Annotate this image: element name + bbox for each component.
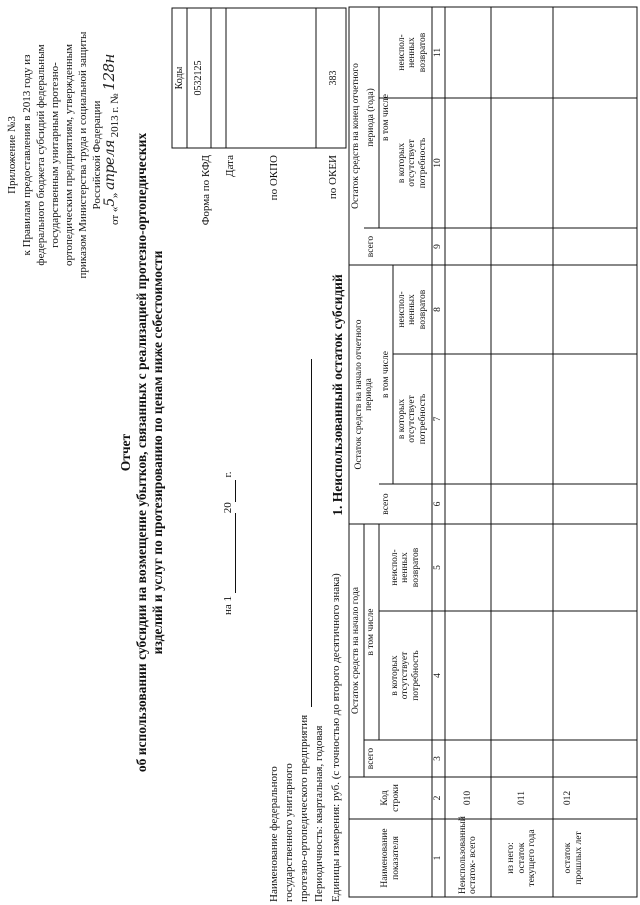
header-start-year-no-need: в которых отсутствует потребность: [389, 650, 421, 701]
okei-value: 383: [328, 70, 339, 86]
header-end-period-including: в том числе: [380, 94, 391, 141]
header-end-period: Остаток средств на конец отчетного: [351, 63, 362, 209]
header-end-period-total: всего: [366, 235, 376, 258]
report-title: Отчет: [118, 433, 133, 472]
table-row-code: 010: [462, 790, 473, 806]
col-number-5: 5: [433, 565, 444, 570]
org-name-line-3: протезно-ортопедического предприятия: [298, 714, 310, 902]
order-number-handwritten: 128н: [100, 54, 118, 91]
org-name-line-2: государственного унитарного: [283, 763, 295, 902]
org-name-line-1: Наименование федерального: [268, 766, 280, 902]
appendix-line-6: Российской Федерации: [91, 100, 103, 210]
report-subtitle-2: изделий и услуг по протезированию по ценам ниже себестоимости: [150, 250, 165, 655]
col-number-4: 4: [433, 673, 444, 678]
col-number-7: 7: [433, 416, 444, 422]
col-number-6: 6: [433, 501, 444, 507]
form-kfd-label: Форма по КФД: [200, 155, 212, 226]
appendix-line-3: государственным унитарным протезно-: [49, 62, 61, 248]
col-number-3: 3: [433, 756, 444, 761]
header-start-period-no-need: в которых отсутствует потребность: [396, 393, 428, 445]
appendix-title: Приложение №3: [6, 116, 18, 194]
table-row-name: из него: остаток текущего года: [506, 829, 538, 887]
okei-label: по ОКЕИ: [327, 155, 339, 200]
header-start-period-total: всего: [381, 493, 391, 515]
appendix-line-5: приказом Министерства труда и социальной защиты: [77, 31, 89, 279]
okpo-label: по ОКПО: [268, 155, 280, 201]
col-number-8: 8: [433, 307, 444, 312]
table-row-code: 011: [516, 791, 527, 805]
table-row-name: остаток прошлых лет: [563, 831, 584, 885]
section-title: 1. Неиспользованный остаток субсидий: [330, 274, 345, 516]
appendix-line-4: ортопедическим предприятиям, утвержденным: [63, 44, 75, 266]
col-number-2: 2: [433, 795, 444, 801]
header-start-period: Остаток средств на начало отчетного периода: [353, 319, 374, 470]
col-number-1: 1: [433, 855, 444, 861]
header-code: Код строки: [380, 784, 401, 812]
header-indicator: Наименование показателя: [380, 828, 401, 888]
header-start-period-unused: неиспол- ненных возвратов: [396, 289, 428, 330]
table-row-code: 012: [563, 790, 573, 806]
header-end-period-unused: неиспол- ненных возвратов: [396, 32, 428, 73]
units: Единицы измерения: руб. (с точностью до второго десятичного знака): [330, 573, 342, 902]
header-start-year-unused: неиспол- ненных возвратов: [389, 547, 421, 588]
date-month-handwritten: апреля: [102, 140, 118, 190]
date-label: Дата: [224, 155, 236, 177]
appendix-date: от «5» апреля 2013 г. № 128н: [100, 54, 121, 225]
header-start-year-total: всего: [366, 747, 376, 770]
header-start-year-including: в том числе: [366, 608, 377, 656]
header-start-year: Остаток средств на начало года: [351, 587, 362, 714]
codes-header: Коды: [174, 66, 185, 90]
report-date: на 1 20 г.: [222, 471, 234, 615]
col-number-10: 10: [433, 158, 444, 168]
col-number-11: 11: [433, 47, 444, 58]
col-number-9: 9: [433, 244, 444, 249]
form-kfd-code: 0532125: [193, 60, 204, 96]
header-end-period-line-2: периода (года): [366, 88, 377, 147]
header-end-period-no-need: в которых отсутствует потребность: [396, 137, 428, 189]
periodicity: Периодичность: квартальная, годовая: [313, 725, 325, 902]
appendix-line-1: к Правилам предоставления в 2013 году из: [21, 54, 33, 256]
appendix-line-2: федерального бюджета субсидий федеральным: [35, 44, 47, 266]
table-row-name: Неиспользованный остаток- всего: [457, 816, 478, 894]
report-subtitle-1: об использовании субсидии на возмещение убытков, связанных с реализацией протезно-ортопедических: [134, 132, 149, 773]
header-start-period-including: в том числе: [380, 351, 391, 398]
date-day-handwritten: 5: [102, 198, 118, 207]
